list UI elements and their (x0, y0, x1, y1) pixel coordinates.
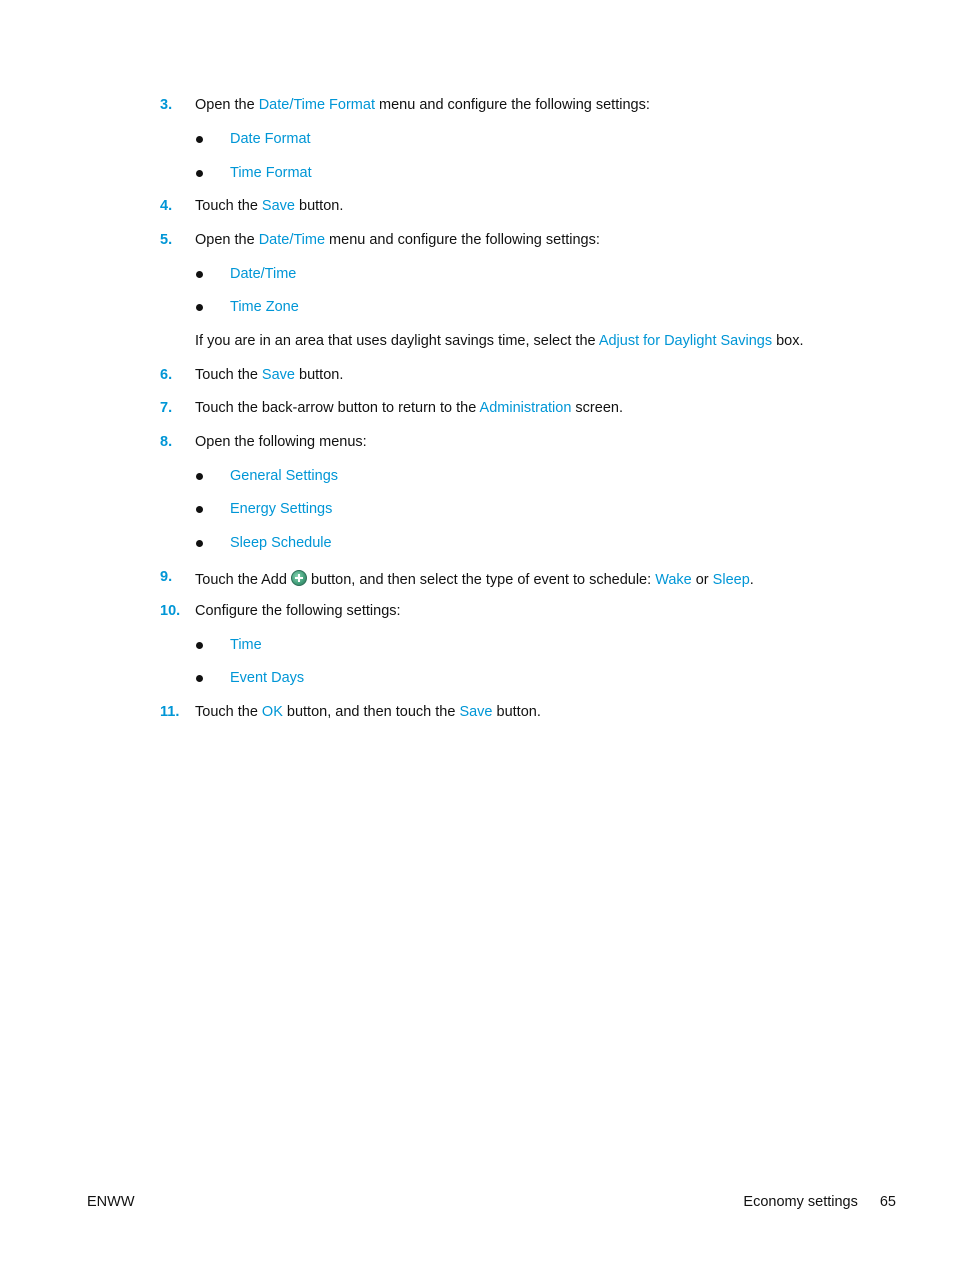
step-text-part: button, and then touch the (282, 704, 460, 720)
setting-date-format: Date Format (230, 131, 311, 147)
menu-general-settings: General Settings (230, 468, 339, 484)
step-text (195, 96, 650, 114)
menu-link-date-time-format: Date/Time Format (258, 97, 375, 113)
step-number: 7. (160, 400, 173, 416)
step-text-part: Touch the (195, 367, 262, 383)
bullet-icon (196, 540, 203, 547)
bullet-icon (196, 473, 203, 480)
footer-left-label: ENWW (87, 1194, 135, 1210)
step-text (195, 197, 343, 215)
footer-right (743, 1193, 896, 1211)
footer-section-title: Economy settings (743, 1194, 858, 1210)
step-number: 8. (160, 434, 173, 450)
step-text: Configure the following settings: (195, 603, 401, 619)
bullet-icon (196, 304, 203, 311)
step-number: 3. (160, 97, 173, 113)
step-text-part: Touch the Add (195, 572, 291, 588)
note-text (195, 332, 804, 350)
note-text-part: box. (772, 333, 804, 349)
step-text-part: Open the (195, 232, 259, 248)
step-text-part: or (691, 572, 713, 588)
step-text-part: button, and then select the type of event to schedule: (306, 572, 656, 588)
bullet-icon (196, 642, 203, 649)
step-text-part: Touch the (195, 198, 262, 214)
step-number: 11. (160, 704, 180, 720)
step-text-part: . (749, 572, 754, 588)
add-icon (291, 570, 307, 586)
save-button-ref: Save (261, 198, 295, 214)
step-text: Open the following menus: (195, 434, 367, 450)
setting-time: Time (230, 637, 262, 653)
setting-event-days: Event Days (230, 670, 305, 686)
step-text-part: Touch the back-arrow button to return to the (195, 400, 480, 416)
event-type-sleep: Sleep (712, 572, 750, 588)
save-button-ref: Save (459, 704, 493, 720)
step-number: 4. (160, 198, 173, 214)
administration-screen-ref: Administration (479, 400, 572, 416)
step-text-part: button. (294, 367, 344, 383)
step-number: 9. (160, 569, 173, 585)
step-text (195, 231, 600, 249)
menu-sleep-schedule: Sleep Schedule (230, 535, 332, 551)
note-text-part: If you are in an area that uses daylight savings time, select the (195, 333, 599, 349)
step-text-part: button. (294, 198, 344, 214)
page-number: 65 (879, 1194, 896, 1210)
step-number: 5. (160, 232, 173, 248)
step-number: 6. (160, 367, 173, 383)
step-text-part: Touch the (195, 704, 262, 720)
step-text-part: screen. (571, 400, 623, 416)
setting-time-format: Time Format (230, 165, 312, 181)
bullet-icon (196, 170, 203, 177)
menu-link-date-time: Date/Time (258, 232, 326, 248)
step-text (195, 399, 623, 417)
step-text-part: button. (492, 704, 541, 720)
step-text-part: Open the (195, 97, 259, 113)
setting-time-zone: Time Zone (230, 299, 299, 315)
step-text (195, 568, 754, 589)
save-button-ref: Save (261, 367, 295, 383)
event-type-wake: Wake (655, 572, 692, 588)
step-number: 10. (160, 603, 181, 619)
step-text-part: menu and configure the following settings: (374, 97, 650, 113)
bullet-icon (196, 271, 203, 278)
step-text-part: menu and configure the following settings: (325, 232, 600, 248)
bullet-icon (196, 506, 203, 513)
setting-adjust-daylight-savings: Adjust for Daylight Savings (598, 333, 773, 349)
menu-energy-settings: Energy Settings (230, 501, 333, 517)
step-text (195, 703, 541, 721)
step-text (195, 366, 343, 384)
ok-button-ref: OK (261, 704, 283, 720)
bullet-icon (196, 675, 203, 682)
setting-date-time: Date/Time (230, 266, 297, 282)
bullet-icon (196, 136, 203, 143)
